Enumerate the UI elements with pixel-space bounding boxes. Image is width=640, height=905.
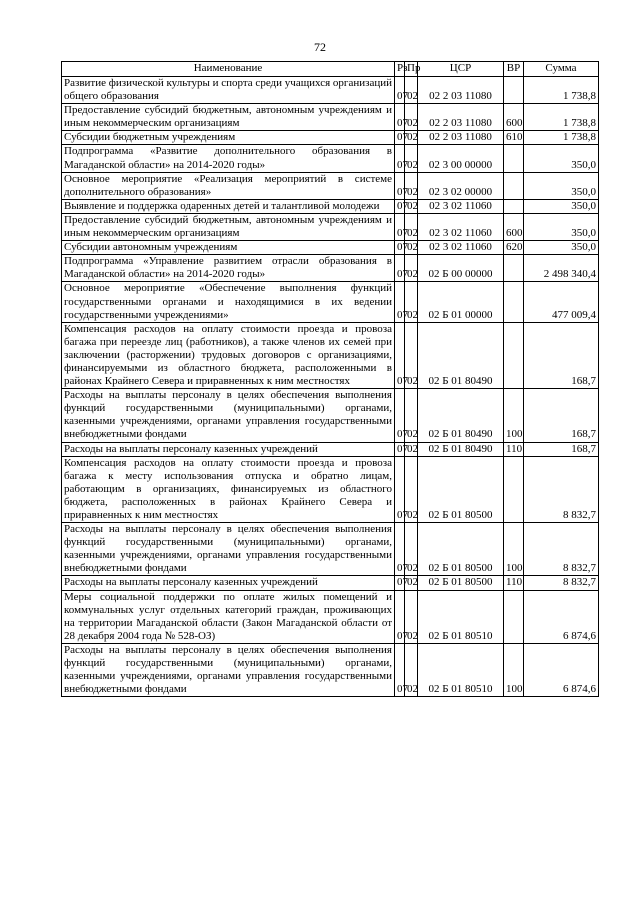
row-name-cell: Компенсация расходов на оплату стоимости проезда и провоза багажа к месту использования отпуска и обратно лицам, работающим в организациях, финансируемых из областного бюджета, расположенных в районах Крайнего Севера и приравненных к ним местностях — [62, 456, 395, 522]
header-sum: Сумма — [524, 62, 599, 77]
row-name-cell: Подпрограмма «Управление развитием отрасли образования в Магаданской области» на 2014-2020 годы» — [62, 255, 395, 282]
row-csr-cell: 02 Б 01 80490 — [418, 389, 504, 442]
row-pr-cell: 02 — [405, 643, 418, 696]
row-csr-cell: 02 Б 01 80490 — [418, 322, 504, 388]
row-rz-cell: 07 — [395, 172, 405, 199]
row-rz-cell: 07 — [395, 456, 405, 522]
row-csr-cell: 02 3 02 11060 — [418, 241, 504, 255]
row-rz-cell: 07 — [395, 442, 405, 456]
row-vr-cell — [504, 590, 524, 643]
table-row — [62, 322, 599, 388]
row-rz-cell: 07 — [395, 282, 405, 322]
row-rz-cell: 07 — [395, 77, 405, 104]
row-sum-cell: 350,0 — [524, 199, 599, 213]
page-number: 72 — [314, 40, 326, 54]
row-sum-cell: 350,0 — [524, 241, 599, 255]
row-rz-cell: 07 — [395, 523, 405, 576]
row-vr-cell: 100 — [504, 643, 524, 696]
row-pr-cell: 02 — [405, 456, 418, 522]
row-csr-cell: 02 3 02 00000 — [418, 172, 504, 199]
row-csr-cell: 02 3 00 00000 — [418, 145, 504, 172]
header-row — [62, 62, 599, 77]
row-vr-cell — [504, 322, 524, 388]
row-rz-cell: 07 — [395, 389, 405, 442]
row-vr-cell: 600 — [504, 213, 524, 240]
table-row — [62, 523, 599, 576]
row-csr-cell: 02 2 03 11080 — [418, 104, 504, 131]
header-pr: Пр — [405, 62, 418, 77]
row-vr-cell: 110 — [504, 442, 524, 456]
row-rz-cell: 07 — [395, 104, 405, 131]
row-name-cell: Расходы на выплаты персоналу в целях обеспечения выполнения функций государственными (муниципальными) органами, казенными учреждениями, органами управления государственными внебюджетными фондами — [62, 389, 395, 442]
row-rz-cell: 07 — [395, 643, 405, 696]
header-rz: Рз — [395, 62, 405, 77]
table-row — [62, 456, 599, 522]
row-name-cell: Основное мероприятие «Обеспечение выполнения функций государственными органами и находящимися в их ведении государственными учреждениями» — [62, 282, 395, 322]
row-rz-cell: 07 — [395, 199, 405, 213]
table-row — [62, 590, 599, 643]
table-row — [62, 282, 599, 322]
header-vr: ВР — [504, 62, 524, 77]
budget-table — [61, 61, 599, 697]
table-header — [62, 62, 599, 77]
row-name-cell: Подпрограмма «Развитие дополнительного образования в Магаданской области» на 2014-2020 годы» — [62, 145, 395, 172]
row-vr-cell — [504, 199, 524, 213]
row-pr-cell: 02 — [405, 172, 418, 199]
row-vr-cell: 110 — [504, 576, 524, 590]
row-csr-cell: 02 2 03 11080 — [418, 131, 504, 145]
row-vr-cell: 100 — [504, 389, 524, 442]
table-row — [62, 643, 599, 696]
row-sum-cell: 8 832,7 — [524, 523, 599, 576]
table-row — [62, 576, 599, 590]
row-pr-cell: 02 — [405, 590, 418, 643]
row-csr-cell: 02 Б 01 80490 — [418, 442, 504, 456]
row-rz-cell: 07 — [395, 590, 405, 643]
row-name-cell: Расходы на выплаты персоналу казенных учреждений — [62, 576, 395, 590]
row-sum-cell: 8 832,7 — [524, 456, 599, 522]
row-sum-cell: 1 738,8 — [524, 104, 599, 131]
row-name-cell: Субсидии автономным учреждениям — [62, 241, 395, 255]
row-rz-cell: 07 — [395, 255, 405, 282]
row-sum-cell: 168,7 — [524, 389, 599, 442]
row-pr-cell: 02 — [405, 241, 418, 255]
row-sum-cell: 350,0 — [524, 172, 599, 199]
row-vr-cell — [504, 77, 524, 104]
row-rz-cell: 07 — [395, 322, 405, 388]
row-pr-cell: 02 — [405, 104, 418, 131]
table-body — [62, 77, 599, 697]
row-csr-cell: 02 Б 01 80500 — [418, 576, 504, 590]
row-name-cell: Развитие физической культуры и спорта среди учащихся организаций общего образования — [62, 77, 395, 104]
row-csr-cell: 02 Б 01 80510 — [418, 643, 504, 696]
table-row — [62, 389, 599, 442]
row-sum-cell: 168,7 — [524, 322, 599, 388]
table-row — [62, 131, 599, 145]
table-row — [62, 213, 599, 240]
row-vr-cell: 620 — [504, 241, 524, 255]
row-name-cell: Предоставление субсидий бюджетным, автономным учреждениям и иным некоммерческим организациям — [62, 104, 395, 131]
row-pr-cell: 02 — [405, 145, 418, 172]
row-sum-cell: 350,0 — [524, 145, 599, 172]
row-name-cell: Расходы на выплаты персоналу казенных учреждений — [62, 442, 395, 456]
row-name-cell: Основное мероприятие «Реализация мероприятий в системе дополнительного образования» — [62, 172, 395, 199]
row-csr-cell: 02 2 03 11080 — [418, 77, 504, 104]
table-row — [62, 241, 599, 255]
row-vr-cell: 610 — [504, 131, 524, 145]
row-pr-cell: 02 — [405, 322, 418, 388]
row-name-cell: Меры социальной поддержки по оплате жилых помещений и коммунальных услуг отдельных категорий граждан, проживающих на территории Магаданской области (Закон Магаданской области от 28 декабря 2004 года № 528-ОЗ) — [62, 590, 395, 643]
header-csr: ЦСР — [418, 62, 504, 77]
row-name-cell: Предоставление субсидий бюджетным, автономным учреждениям и иным некоммерческим организациям — [62, 213, 395, 240]
table-row — [62, 104, 599, 131]
row-sum-cell: 168,7 — [524, 442, 599, 456]
row-rz-cell: 07 — [395, 576, 405, 590]
row-vr-cell — [504, 172, 524, 199]
row-name-cell: Субсидии бюджетным учреждениям — [62, 131, 395, 145]
row-pr-cell: 02 — [405, 282, 418, 322]
row-vr-cell — [504, 255, 524, 282]
row-vr-cell — [504, 282, 524, 322]
row-sum-cell: 477 009,4 — [524, 282, 599, 322]
table-row — [62, 442, 599, 456]
table-row — [62, 199, 599, 213]
row-rz-cell: 07 — [395, 241, 405, 255]
row-name-cell: Расходы на выплаты персоналу в целях обеспечения выполнения функций государственными (муниципальными) органами, казенными учреждениями, органами управления государственными внебюджетными фондами — [62, 643, 395, 696]
row-name-cell: Расходы на выплаты персоналу в целях обеспечения выполнения функций государственными (муниципальными) органами, казенными учреждениями, органами управления государственными внебюджетными фондами — [62, 523, 395, 576]
row-pr-cell: 02 — [405, 523, 418, 576]
row-pr-cell: 02 — [405, 199, 418, 213]
row-vr-cell: 100 — [504, 523, 524, 576]
row-pr-cell: 02 — [405, 131, 418, 145]
row-name-cell: Компенсация расходов на оплату стоимости проезда и провоза багажа при переезде лиц (работников), а также членов их семей при заключении (расторжении) трудовых договоров с организациями, финансируемыми из областного бюджета, расположенными в районах Крайнего Севера и приравненных к ним местностях — [62, 322, 395, 388]
row-pr-cell: 02 — [405, 77, 418, 104]
row-rz-cell: 07 — [395, 131, 405, 145]
table-row — [62, 255, 599, 282]
row-name-cell: Выявление и поддержка одаренных детей и талантливой молодежи — [62, 199, 395, 213]
row-sum-cell: 6 874,6 — [524, 643, 599, 696]
row-csr-cell: 02 3 02 11060 — [418, 199, 504, 213]
header-name: Наименование — [62, 62, 395, 77]
row-pr-cell: 02 — [405, 213, 418, 240]
row-vr-cell: 600 — [504, 104, 524, 131]
row-pr-cell: 02 — [405, 255, 418, 282]
row-vr-cell — [504, 456, 524, 522]
row-sum-cell: 1 738,8 — [524, 77, 599, 104]
row-csr-cell: 02 Б 01 80510 — [418, 590, 504, 643]
row-sum-cell: 8 832,7 — [524, 576, 599, 590]
row-rz-cell: 07 — [395, 213, 405, 240]
table-row — [62, 145, 599, 172]
row-csr-cell: 02 Б 01 80500 — [418, 523, 504, 576]
row-sum-cell: 350,0 — [524, 213, 599, 240]
row-pr-cell: 02 — [405, 442, 418, 456]
row-csr-cell: 02 3 02 11060 — [418, 213, 504, 240]
row-csr-cell: 02 Б 01 00000 — [418, 282, 504, 322]
row-pr-cell: 02 — [405, 389, 418, 442]
row-sum-cell: 2 498 340,4 — [524, 255, 599, 282]
row-sum-cell: 1 738,8 — [524, 131, 599, 145]
row-vr-cell — [504, 145, 524, 172]
table-row — [62, 77, 599, 104]
row-pr-cell: 02 — [405, 576, 418, 590]
row-rz-cell: 07 — [395, 145, 405, 172]
row-csr-cell: 02 Б 00 00000 — [418, 255, 504, 282]
row-sum-cell: 6 874,6 — [524, 590, 599, 643]
row-csr-cell: 02 Б 01 80500 — [418, 456, 504, 522]
table-row — [62, 172, 599, 199]
